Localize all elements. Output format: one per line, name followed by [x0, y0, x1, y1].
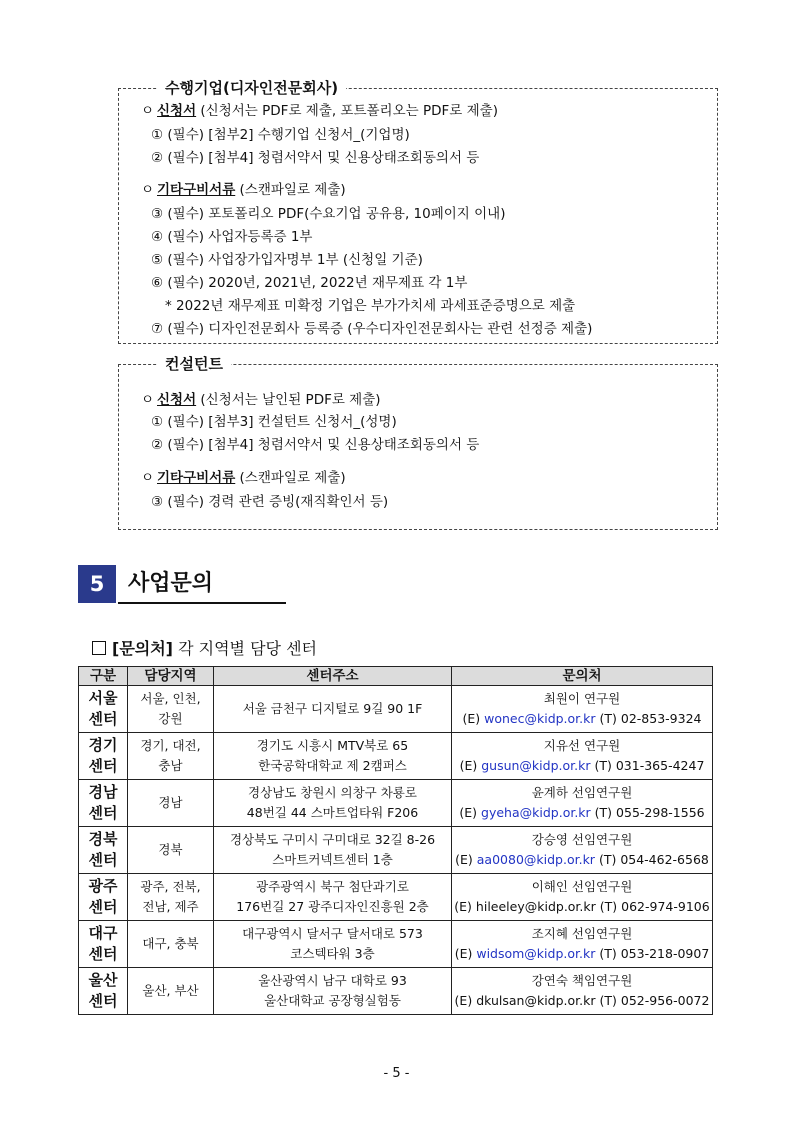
center-name-line2: 센터 [88, 898, 118, 916]
center-name-line2: 센터 [88, 710, 118, 728]
contact-line [454, 897, 710, 917]
table-row [79, 874, 713, 921]
center-name-line1: 경남 [88, 783, 118, 801]
box-title: 컨설턴트 [157, 354, 231, 374]
email-link[interactable]: aa0080@kidp.or.kr [476, 852, 595, 867]
email-prefix: (E) [459, 805, 478, 820]
contact-cell [452, 686, 713, 733]
section-underline [118, 602, 286, 604]
phone-number: 052-956-0072 [620, 993, 710, 1008]
doc-item: ⑥ (필수) 2020년, 2021년, 2022년 재무제표 각 1부 [151, 275, 468, 291]
region-cell [128, 686, 214, 733]
contact-line [454, 756, 710, 776]
column-header: 센터주소 [214, 667, 452, 686]
region-cell [128, 921, 214, 968]
address-line1: 대구광역시 달서구 달서대로 573 [242, 926, 423, 941]
region-line2: 전남, 제주 [142, 899, 199, 914]
contact-line [454, 803, 710, 823]
center-name-line2: 센터 [88, 945, 118, 963]
phone-number: 02-853-9324 [620, 711, 702, 726]
contact-person: 이해인 선임연구원 [531, 879, 633, 894]
page-number: - 5 - [383, 1066, 410, 1081]
address-line1: 경상남도 창원시 의창구 차룡로 [248, 785, 417, 800]
contact-person: 강연숙 책임연구원 [531, 973, 633, 988]
address-line2: 176번길 27 광주디자인진흥원 2층 [236, 899, 429, 914]
region-cell [128, 827, 214, 874]
contact-person: 최원이 연구원 [543, 691, 621, 706]
email-prefix: (E) [459, 758, 478, 773]
section-title: 사업문의 [128, 571, 214, 596]
address-line1: 경기도 시흥시 MTV북로 65 [256, 738, 409, 753]
center-name-cell [79, 780, 128, 827]
center-name-cell [79, 733, 128, 780]
center-name-cell [79, 921, 128, 968]
checkbox-icon [92, 641, 106, 655]
phone-prefix: (T) [594, 758, 612, 773]
doc-label: 신청서 [157, 392, 197, 408]
inquiry-text: 각 지역별 담당 센터 [173, 639, 317, 658]
doc-label: 기타구비서류 [157, 182, 236, 198]
contact-cell [452, 921, 713, 968]
doc-label: 신청서 [157, 103, 197, 119]
table-row [79, 780, 713, 827]
bullet-icon: ㅇ [141, 103, 155, 119]
table-row [79, 686, 713, 733]
doc-item: ③ (필수) 포토폴리오 PDF(수요기업 공유용, 10페이지 이내) [151, 206, 506, 222]
email-prefix: (E) [455, 852, 473, 867]
region-line1: 경남 [158, 795, 183, 810]
doc-label: 기타구비서류 [157, 470, 236, 486]
email-link[interactable]: wonec@kidp.or.kr [484, 711, 596, 726]
doc-item: ⑦ (필수) 디자인전문회사 등록증 (우수디자인전문회사는 관련 선정증 제출) [151, 321, 593, 337]
column-header: 담당지역 [128, 667, 214, 686]
region-cell [128, 780, 214, 827]
doc-item: ① (필수) [첨부3] 컨설턴트 신청서_(성명) [151, 414, 397, 430]
region-line1: 서울, 인천, [140, 691, 201, 706]
address-line2: 스마트커넥트센터 1층 [272, 852, 393, 867]
region-line2: 충남 [158, 758, 183, 773]
center-name-cell [79, 827, 128, 874]
doc-heading [141, 181, 346, 199]
address-cell [214, 968, 452, 1015]
inquiry-heading [92, 636, 317, 659]
phone-prefix: (T) [594, 805, 613, 820]
region-cell [128, 733, 214, 780]
table-header-row [79, 667, 713, 686]
region-line1: 경기, 대전, [140, 738, 201, 753]
address-line1: 광주광역시 북구 첨단과기로 [256, 879, 409, 894]
contact-table [78, 666, 713, 1015]
center-name-cell [79, 686, 128, 733]
region-line1: 울산, 부산 [142, 983, 199, 998]
doc-heading [141, 102, 498, 120]
consultant-box [118, 355, 718, 530]
address-cell [214, 686, 452, 733]
email-prefix: (E) [454, 899, 472, 914]
contact-line [454, 850, 710, 870]
address-line2: 울산대학교 공장형실험동 [264, 993, 401, 1008]
contact-cell [452, 827, 713, 874]
table-row [79, 827, 713, 874]
contact-person: 지유선 연구원 [543, 738, 621, 753]
center-name-line1: 서울 [88, 689, 118, 707]
phone-prefix: (T) [599, 946, 617, 961]
contact-line [454, 991, 710, 1011]
email-link[interactable]: gyeha@kidp.or.kr [481, 805, 591, 820]
center-name-line2: 센터 [88, 804, 118, 822]
region-line1: 대구, 충북 [142, 936, 199, 951]
bullet-icon: ㅇ [141, 182, 155, 198]
doc-note: (스캔파일로 제출) [235, 470, 346, 486]
phone-number: 031-365-4247 [615, 758, 705, 773]
doc-item: ② (필수) [첨부4] 청렴서약서 및 신용상태조회동의서 등 [151, 437, 480, 453]
contact-cell [452, 733, 713, 780]
table-row [79, 968, 713, 1015]
phone-prefix: (T) [598, 852, 617, 867]
center-name-line1: 경기 [88, 736, 118, 754]
contact-cell [452, 780, 713, 827]
doc-item: ④ (필수) 사업자등록증 1부 [151, 229, 313, 245]
address-line1: 경상북도 구미시 구미대로 32길 8-26 [229, 832, 436, 847]
region-line1: 광주, 전북, [140, 879, 201, 894]
email-link[interactable]: gusun@kidp.or.kr [481, 758, 591, 773]
doc-note: (신청서는 PDF로 제출, 포트폴리오는 PDF로 제출) [196, 103, 498, 119]
address-cell [214, 921, 452, 968]
address-line1: 서울 금천구 디지털로 9길 90 1F [242, 701, 423, 716]
email-link[interactable]: dkulsan@kidp.or.kr [476, 993, 596, 1008]
doc-note-line: * 2022년 재무제표 미확정 기업은 부가가치세 과세표준증명으로 제출 [165, 298, 576, 314]
doc-item: ① (필수) [첨부2] 수행기업 신청서_(기업명) [151, 127, 410, 143]
inquiry-label: [문의처] [112, 639, 173, 658]
contact-line [454, 709, 710, 729]
doc-note: (스캔파일로 제출) [235, 182, 346, 198]
doc-note: (신청서는 날인된 PDF로 제출) [196, 392, 381, 408]
table-row [79, 733, 713, 780]
center-name-line2: 센터 [88, 992, 118, 1010]
bullet-icon: ㅇ [141, 392, 155, 408]
doc-item: ⑤ (필수) 사업장가입자명부 1부 (신청일 기준) [151, 252, 423, 268]
phone-number: 054-462-6568 [620, 852, 709, 867]
phone-prefix: (T) [599, 711, 617, 726]
applicant-company-box [118, 79, 718, 344]
center-name-line2: 센터 [88, 851, 118, 869]
address-line2: 한국공학대학교 제 2캠퍼스 [258, 758, 407, 773]
section-number-badge: 5 [78, 565, 116, 603]
contact-line [454, 944, 710, 964]
address-line1: 울산광역시 남구 대학로 93 [258, 973, 407, 988]
column-header: 구분 [79, 667, 128, 686]
region-cell [128, 874, 214, 921]
center-name-cell [79, 968, 128, 1015]
email-prefix: (E) [454, 946, 473, 961]
region-line1: 경북 [158, 842, 183, 857]
contact-person: 강승영 선임연구원 [531, 832, 633, 847]
doc-item: ③ (필수) 경력 관련 증빙(재직확인서 등) [151, 494, 389, 510]
address-cell [214, 780, 452, 827]
bullet-icon: ㅇ [141, 470, 155, 486]
contact-person: 조지혜 선임연구원 [531, 926, 633, 941]
center-name-line1: 경북 [88, 830, 118, 848]
address-cell [214, 733, 452, 780]
doc-heading [141, 391, 381, 409]
email-prefix: (E) [454, 993, 473, 1008]
region-cell [128, 968, 214, 1015]
doc-item: ② (필수) [첨부4] 청렴서약서 및 신용상태조회동의서 등 [151, 150, 480, 166]
box-title: 수행기업(디자인전문회사) [157, 78, 346, 98]
center-name-line1: 울산 [88, 971, 118, 989]
phone-number: 053-218-0907 [620, 946, 710, 961]
address-line2: 코스텍타워 3층 [290, 946, 375, 961]
table-row [79, 921, 713, 968]
column-header: 문의처 [452, 667, 713, 686]
center-name-line1: 대구 [88, 924, 118, 942]
center-name-cell [79, 874, 128, 921]
address-cell [214, 827, 452, 874]
contact-person: 윤계하 선임연구원 [531, 785, 633, 800]
address-line2: 48번길 44 스마트업타워 F206 [246, 805, 419, 820]
email-link[interactable]: hileeley@kidp.or.kr [475, 899, 596, 914]
email-prefix: (E) [462, 711, 481, 726]
center-name-line1: 광주 [88, 877, 118, 895]
contact-cell [452, 874, 713, 921]
center-name-line2: 센터 [88, 757, 118, 775]
phone-prefix: (T) [599, 993, 617, 1008]
phone-number: 055-298-1556 [616, 805, 705, 820]
contact-cell [452, 968, 713, 1015]
doc-heading [141, 469, 346, 487]
phone-number: 062-974-9106 [621, 899, 710, 914]
email-link[interactable]: widsom@kidp.or.kr [476, 946, 596, 961]
address-cell [214, 874, 452, 921]
phone-prefix: (T) [599, 899, 618, 914]
region-line2: 강원 [158, 711, 183, 726]
